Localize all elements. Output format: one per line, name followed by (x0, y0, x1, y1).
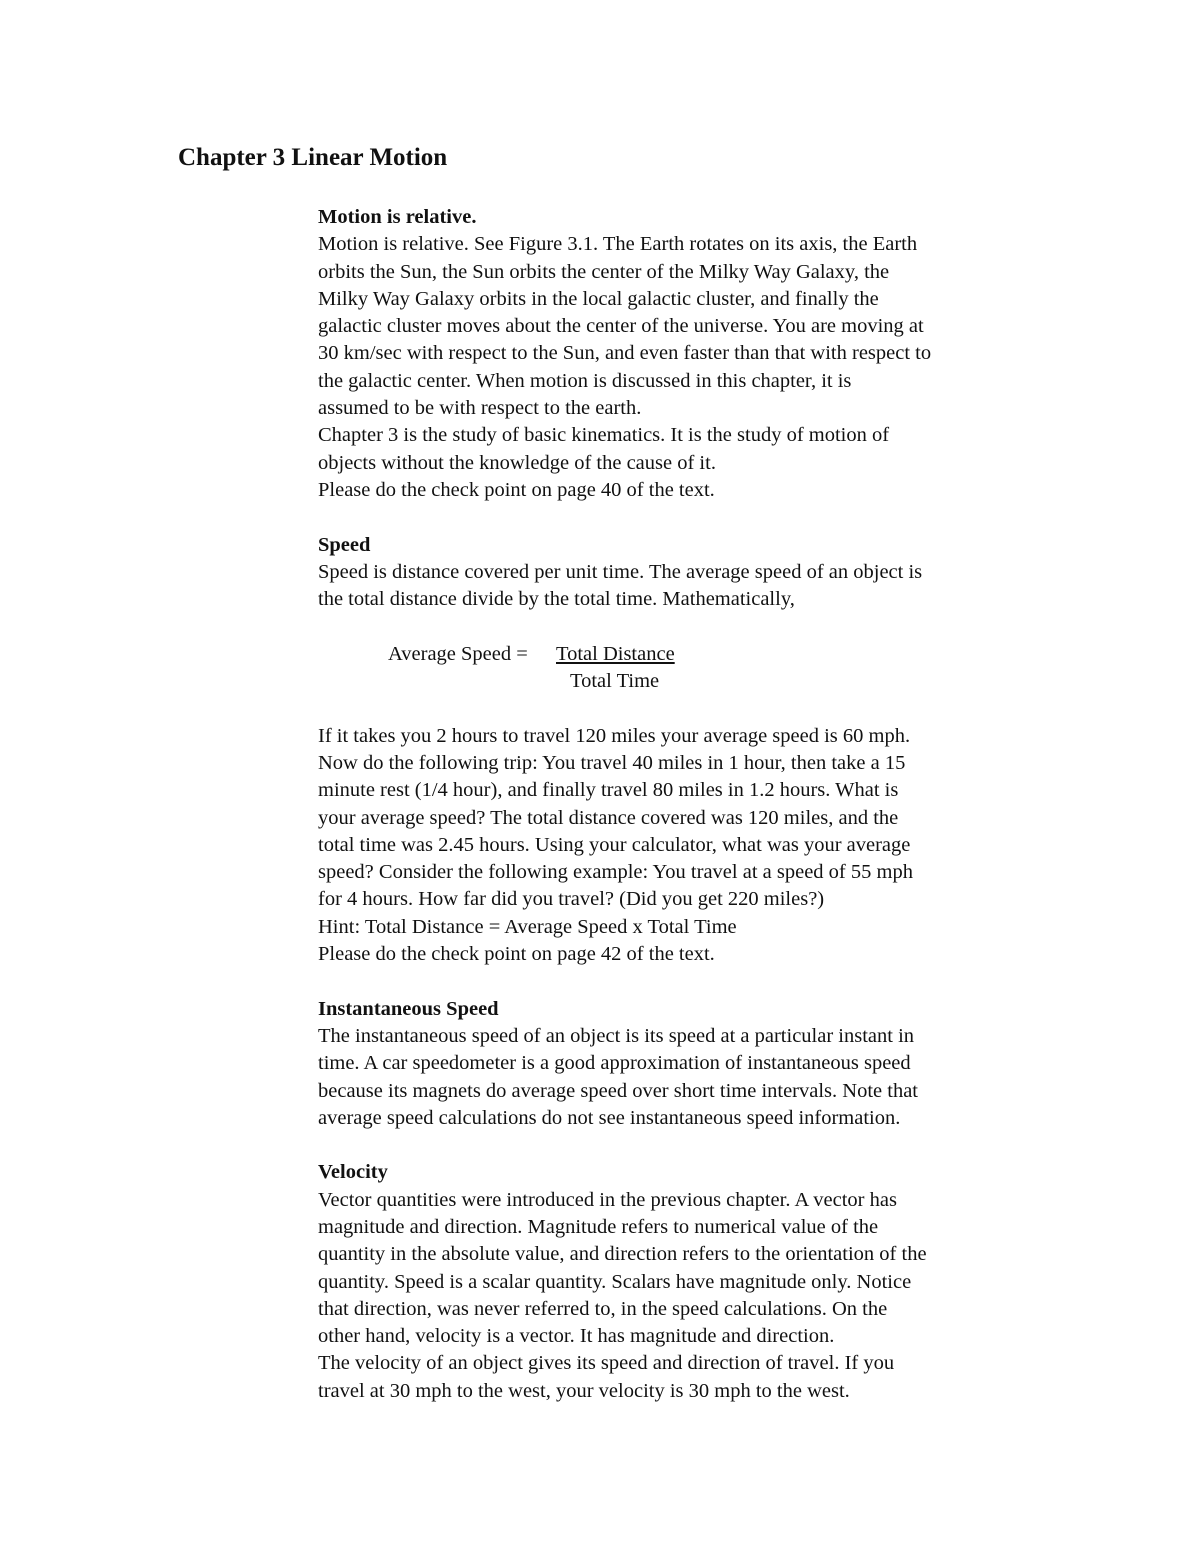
paragraph-line: The instantaneous speed of an object is its speed at a particular instant in (318, 1024, 915, 1047)
formula-numerator: Total Distance (556, 642, 675, 665)
paragraph-line: for 4 hours. How far did you travel? (Did you get 220 miles?) (318, 888, 825, 911)
section-spacer (318, 1132, 1038, 1159)
paragraph-line: because its magnets do average speed over short time intervals. Note that (318, 1079, 918, 1102)
paragraph-line: time. A car speedometer is a good approximation of instantaneous speed (318, 1052, 911, 1075)
formula-spacer (318, 613, 1038, 640)
section-velocity (318, 1159, 1038, 1405)
paragraph-line: If it takes you 2 hours to travel 120 miles your average speed is 60 mph. (318, 724, 911, 747)
section-instantaneous-speed (318, 996, 1038, 1132)
page-title: Chapter 3 Linear Motion (178, 144, 448, 171)
paragraph-line: 30 km/sec with respect to the Sun, and even faster than that with respect to (318, 342, 932, 365)
paragraph-line: Motion is relative. See Figure 3.1. The Earth rotates on its axis, the Earth (318, 233, 918, 256)
paragraph-line: Please do the check point on page 40 of the text. (318, 478, 715, 501)
paragraph-line: average speed calculations do not see instantaneous speed information. (318, 1106, 901, 1129)
section-spacer (318, 504, 1038, 531)
section-motion-relative (318, 204, 1038, 504)
paragraph-line: your average speed? The total distance covered was 120 miles, and the (318, 806, 899, 829)
section-heading: Instantaneous Speed (318, 997, 499, 1020)
average-speed-formula (318, 641, 1038, 696)
paragraph-line: other hand, velocity is a vector. It has magnitude and direction. (318, 1325, 835, 1348)
paragraph-line: the galactic center. When motion is discussed in this chapter, it is (318, 369, 852, 392)
paragraph-line: objects without the knowledge of the cause of it. (318, 451, 716, 474)
paragraph-line: the total distance divide by the total time. Mathematically, (318, 588, 795, 611)
paragraph-line: Please do the check point on page 42 of the text. (318, 943, 715, 966)
paragraph-line: quantity. Speed is a scalar quantity. Scalars have magnitude only. Notice (318, 1270, 912, 1293)
formula-left-side: Average Speed = (388, 642, 528, 665)
paragraph-line: orbits the Sun, the Sun orbits the center of the Milky Way Galaxy, the (318, 260, 890, 283)
paragraph-line: speed? Consider the following example: You travel at a speed of 55 mph (318, 861, 913, 884)
paragraph-line: Hint: Total Distance = Average Speed x Total Time (318, 915, 737, 938)
paragraph-line: magnitude and direction. Magnitude refers to numerical value of the (318, 1215, 879, 1238)
paragraph-line: assumed to be with respect to the earth. (318, 397, 642, 420)
section-speed (318, 532, 1038, 969)
paragraph-line: Milky Way Galaxy orbits in the local galactic cluster, and finally the (318, 287, 879, 310)
section-heading: Motion is relative. (318, 206, 477, 228)
formula-spacer (318, 695, 1038, 722)
paragraph-line: Speed is distance covered per unit time. The average speed of an object is (318, 560, 923, 583)
paragraph-line: Chapter 3 is the study of basic kinematics. It is the study of motion of (318, 424, 890, 447)
paragraph-line: quantity in the absolute value, and direction refers to the orientation of the (318, 1243, 927, 1266)
paragraph-line: The velocity of an object gives its speed and direction of travel. If you (318, 1352, 895, 1375)
document-body (318, 204, 1038, 1405)
paragraph-line: total time was 2.45 hours. Using your calculator, what was your average (318, 833, 911, 856)
paragraph-line: that direction, was never referred to, in the speed calculations. On the (318, 1297, 888, 1320)
paragraph-line: Now do the following trip: You travel 40 miles in 1 hour, then take a 15 (318, 751, 906, 774)
section-spacer (318, 968, 1038, 995)
section-heading: Velocity (318, 1161, 388, 1184)
paragraph-line: minute rest (1/4 hour), and finally travel 80 miles in 1.2 hours. What is (318, 779, 899, 802)
formula-denominator: Total Time (570, 670, 660, 693)
paragraph-line: galactic cluster moves about the center of the universe. You are moving at (318, 315, 924, 338)
section-heading: Speed (318, 533, 371, 556)
paragraph-line: Vector quantities were introduced in the previous chapter. A vector has (318, 1188, 897, 1211)
paragraph-line: travel at 30 mph to the west, your velocity is 30 mph to the west. (318, 1379, 850, 1402)
